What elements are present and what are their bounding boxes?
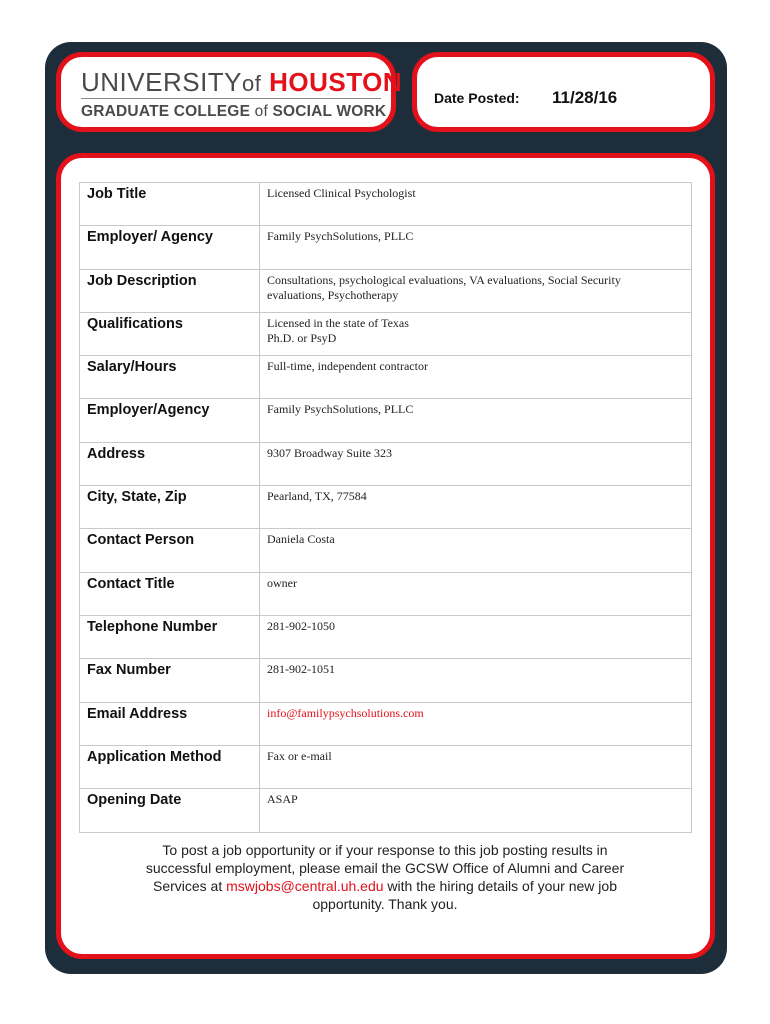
date-card: [412, 52, 715, 132]
field-value: Family PsychSolutions, PLLC: [267, 402, 414, 417]
field-label: Salary/Hours: [80, 356, 260, 398]
date-posted-value: 11/28/16: [552, 88, 618, 107]
table-row: [80, 313, 691, 356]
college-name: GRADUATE COLLEGE of SOCIAL WORK: [81, 103, 387, 120]
field-label: Employer/Agency: [80, 399, 260, 441]
job-details-table: [79, 182, 692, 833]
table-row: [80, 356, 691, 399]
table-row: [80, 703, 691, 746]
field-value: 9307 Broadway Suite 323: [267, 445, 392, 460]
field-label: Email Address: [80, 703, 260, 745]
field-label: City, State, Zip: [80, 486, 260, 528]
field-value: Daniela Costa: [267, 532, 335, 547]
field-value: Consultations, psychological evaluations, VA evaluations, Social Security evaluations, Psychotherapy: [267, 272, 621, 302]
table-row: [80, 486, 691, 529]
table-row: [80, 226, 691, 269]
field-label: Contact Person: [80, 529, 260, 571]
table-row: [80, 659, 691, 702]
table-row: [80, 529, 691, 572]
field-value: 281-902-1051: [267, 662, 335, 677]
field-value: Fax or e-mail: [267, 748, 332, 763]
field-label: Fax Number: [80, 659, 260, 701]
field-value: Licensed Clinical Psychologist: [267, 186, 416, 200]
table-row: [80, 789, 691, 832]
table-row: [80, 443, 691, 486]
logo-divider: [81, 98, 381, 99]
field-label: Qualifications: [80, 313, 260, 355]
field-value: Licensed in the state of Texas Ph.D. or PsyD: [267, 315, 409, 345]
field-label: Application Method: [80, 746, 260, 788]
field-value: Full-time, independent contractor: [267, 359, 428, 374]
email-link[interactable]: info@familypsychsolutions.com: [267, 705, 424, 720]
field-value: ASAP: [267, 792, 298, 807]
table-row: [80, 746, 691, 789]
field-label: Address: [80, 443, 260, 485]
footer-note: To post a job opportunity or if your response to this job posting results in successful employment, please email the GCSW Office of Alumni and Career Services at mswjobs@central.uh.edu with the hiring details of your new job opportunity. Thank you.: [145, 842, 625, 912]
date-posted-label: Date Posted:: [434, 90, 520, 106]
field-label: Job Title: [80, 183, 260, 225]
field-value: Family PsychSolutions, PLLC: [267, 229, 414, 244]
table-row: [80, 183, 691, 226]
table-row: [80, 573, 691, 616]
field-value: owner: [267, 575, 297, 590]
table-row: [80, 270, 691, 313]
field-label: Job Description: [80, 270, 260, 312]
logo-card: [56, 52, 403, 132]
field-label: Employer/ Agency: [80, 226, 260, 268]
field-value: Pearland, TX, 77584: [267, 489, 367, 504]
contact-email-link[interactable]: mswjobs@central.uh.edu: [226, 878, 384, 894]
table-row: [80, 616, 691, 659]
university-logo: UNIVERSITYof HOUSTON: [81, 67, 403, 97]
field-label: Opening Date: [80, 789, 260, 832]
field-label: Contact Title: [80, 573, 260, 615]
field-label: Telephone Number: [80, 616, 260, 658]
table-row: [80, 399, 691, 442]
field-value: 281-902-1050: [267, 618, 335, 633]
